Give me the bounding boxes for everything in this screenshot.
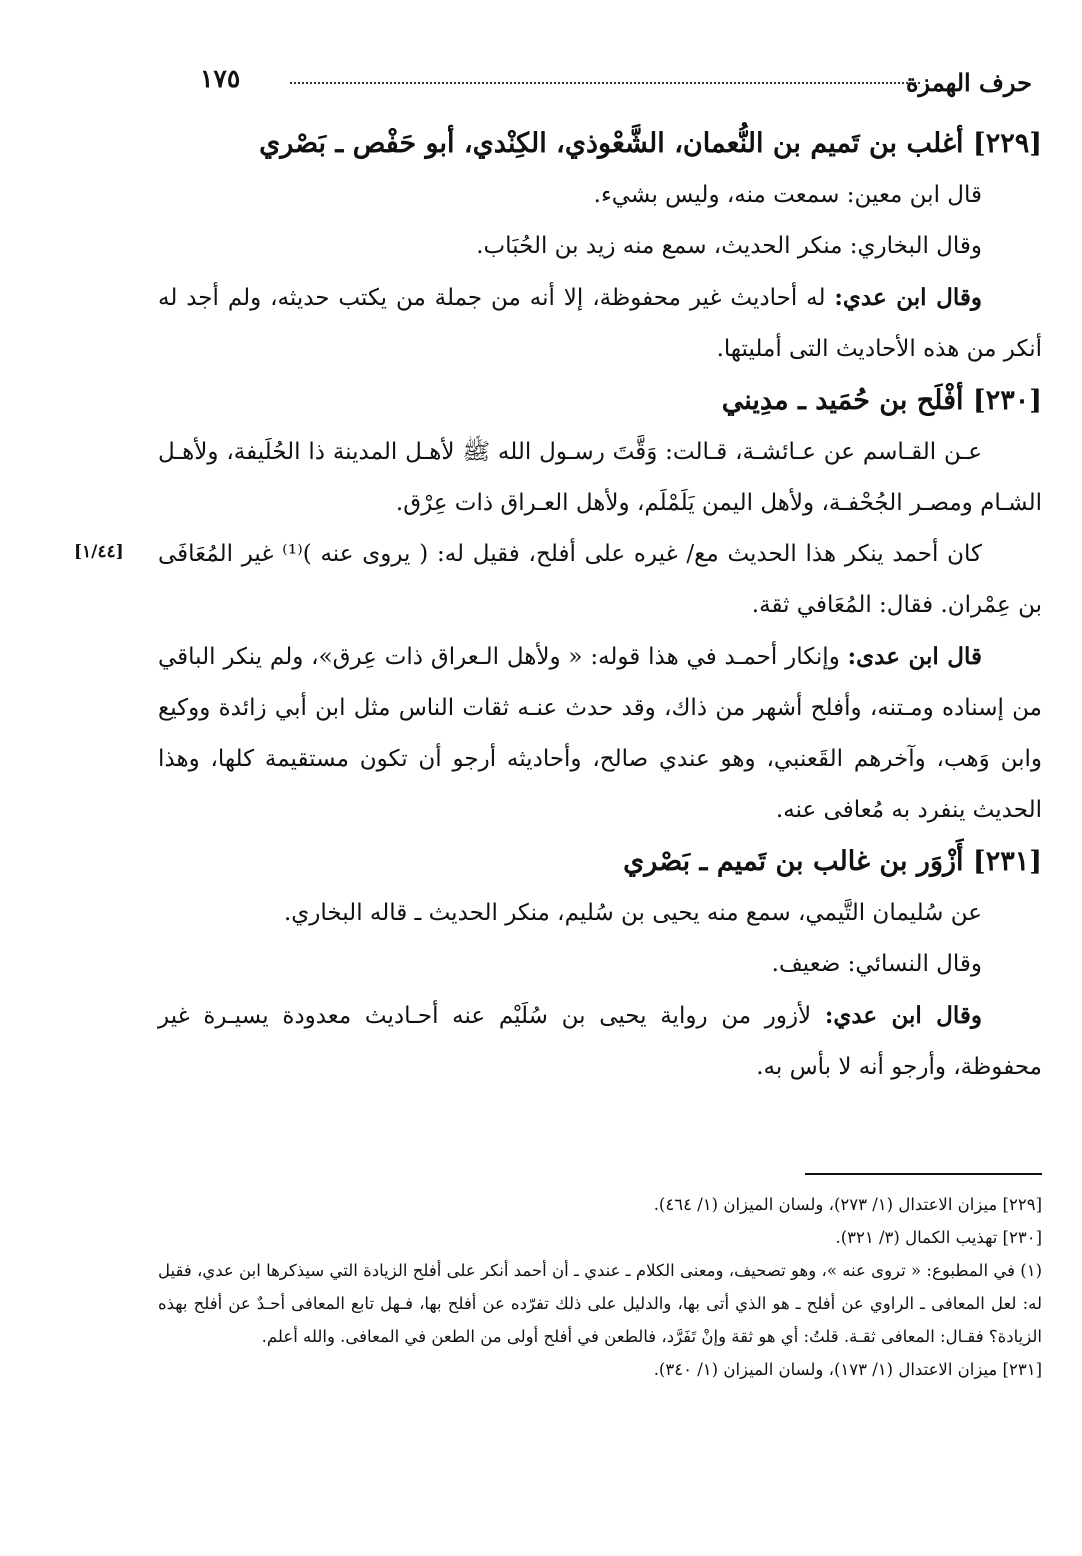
- entry-229-text: له أحاديث غير محفوظة، إلا أنه من جملة من يكتب حديثه، ولم أجد له أنكر من هذه الأحاديث التى أمليتها.: [158, 285, 1042, 362]
- footnote-229: [٢٢٩] ميزان الاعتدال (١/ ٢٧٣)، ولسان الميزان (١/ ٤٦٤).: [653, 1195, 1042, 1214]
- running-header-title: حرف الهمزة: [905, 68, 1032, 97]
- footnotes: [158, 1188, 1042, 1386]
- entry-231-lead: وقال ابن عدي:: [824, 1002, 982, 1029]
- page-number: ١٧٥: [200, 64, 241, 93]
- entry-heading-229: [٢٢٩] أغلب بن تَميم بن النُّعمان، الشَّعْوذي، الكِنْدي، أبو حَفْص ـ بَصْري: [259, 128, 1042, 159]
- footnote-separator: [805, 1173, 1042, 1175]
- entry-229-paragraph-3: [158, 272, 1042, 375]
- entry-230-text: وإنكار أحمـد في هذا قوله: « ولأهل الـعراق ذات عِرق»، ولم ينكر الباقي من إسناده ومـتنه، وأفلح أشهر من ذاك، وقد حدث عنـه ثقات الناس مثل ابن أبي زائدة ووكيع وابن وَهب، وآخرهم القَعنبي، وهو عندي صالح، وأحاديثه أرجو أن تكون مستقيمة كلها، وهذا الحديث ينفرد به مُعافى عنه.: [158, 644, 1042, 823]
- entry-231-text: لأزور من رواية يحيى بن سُلَيْم عنه أحـاديث معدودة يسيـرة غير محفوظة، وأرجو أنه لا بأس به.: [158, 1003, 1042, 1080]
- entry-230-paragraph-2: كان أحمد ينكر هذا الحديث مع/ غيره على أفلح، فقيل له: ( يروى عنه )⁽¹⁾ غير المُعَافَى بن عِمْران. فقال: المُعَافي ثقة.: [158, 541, 1042, 618]
- entry-229-paragraph-1: قال ابن معين: سمعت منه، وليس بشيء.: [593, 182, 982, 208]
- entry-230-paragraph-3: [158, 631, 1042, 836]
- footnote-231: [٢٣١] ميزان الاعتدال (١/ ١٧٣)، ولسان الميزان (١/ ٣٤٠).: [653, 1360, 1042, 1379]
- main-text: [158, 118, 1042, 1093]
- footnote-230: [٢٣٠] تهذيب الكمال (٣/ ٣٢١).: [835, 1228, 1042, 1247]
- entry-heading-230: [٢٣٠] أفْلَح بن حُمَيد ـ مدِيني: [721, 385, 1042, 416]
- header-dotted-rule: [290, 82, 920, 84]
- margin-folio-note: [١/٤٤]: [74, 542, 124, 562]
- entry-230-paragraph-1: عـن القـاسم عن عـائشـة، قـالت: وَقَّتَ رسـول الله ﷺ لأهـل المدينة ذا الحُلَيفة، ولأهـل الشـام ومصـر الجُحْفـة، ولأهل اليمن يَلَمْلَم، ولأهل العـراق ذات عِرْق.: [158, 439, 1042, 516]
- entry-229-lead: وقال ابن عدي:: [834, 284, 982, 311]
- footnote-1: (١) في المطبوع: « تروى عنه »، وهو تصحيف، ومعنى الكلام ـ عندي ـ أن أحمد أنكر على أفلح الزيادة التي سيذكرها ابن عدي، فقيل له: لعل المعافى ـ الراوي عن أفلح ـ هو الذي أتى بها، والدليل على ذلك تفرّده عن أفلح بها، فـهل تابع المعافى أحـدٌ عن أفلح بهذه الزيادة؟ فقـال: المعافى ثقـة. قلتُ: أي هو ثقة وإنْ تَفَرَّد، فالطعن في أفلح أولى من الطعن في المعافى. والله أعلم.: [158, 1261, 1042, 1346]
- entry-229-paragraph-2: وقال البخاري: منكر الحديث، سمع منه زيد بن الحُبَاب.: [476, 233, 982, 259]
- entry-heading-231: [٢٣١] أَزْوَر بن غالب بن تَميم ـ بَصْري: [623, 846, 1042, 877]
- entry-231-paragraph-1: عن سُليمان التَّيمي، سمع منه يحيى بن سُليم، منكر الحديث ـ قاله البخاري.: [283, 900, 982, 926]
- entry-231-paragraph-3: [158, 990, 1042, 1093]
- entry-231-paragraph-2: وقال النسائي: ضعيف.: [771, 951, 982, 977]
- entry-230-lead: قال ابن عدى:: [847, 643, 982, 670]
